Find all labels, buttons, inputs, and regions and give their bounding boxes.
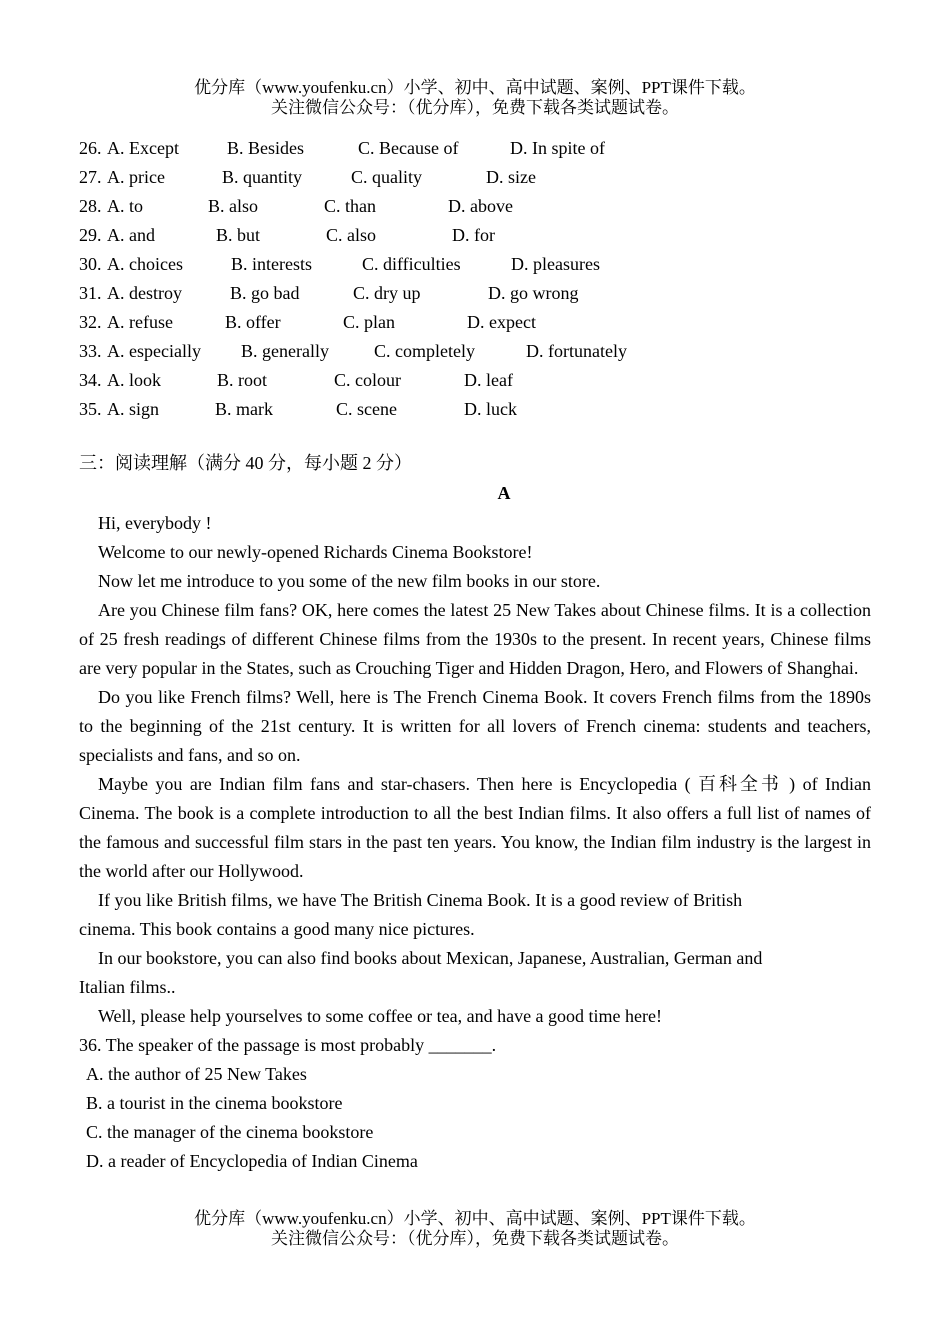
option-d: D. In spite of — [510, 138, 605, 158]
option-d: D. for — [452, 225, 495, 245]
question-number: 26. — [79, 138, 102, 158]
option-a: A. destroy — [107, 283, 182, 303]
option-b: B. go bad — [230, 283, 300, 303]
header-line-1: 优分库（www.youfenku.cn）小学、初中、高中试题、案例、PPT课件下载。 — [194, 78, 756, 97]
passage-paragraph: Hi, everybody ! — [98, 513, 212, 533]
option-row — [79, 368, 779, 397]
option-c: C. completely — [374, 341, 475, 361]
question-number: 27. — [79, 167, 102, 187]
option-c: C. colour — [334, 370, 401, 390]
passage-paragraph: Well, please help yourselves to some coffee or tea, and have a good time here! — [98, 1006, 663, 1026]
option-row — [79, 194, 779, 223]
header-line-2: 关注微信公众号：（优分库），免费下载各类试题试卷。 — [271, 98, 679, 117]
answer-choice-b: B. a tourist in the cinema bookstore — [86, 1093, 343, 1113]
page-header — [0, 78, 950, 118]
option-c: C. than — [324, 196, 376, 216]
option-c: C. plan — [343, 312, 395, 332]
question-number: 28. — [79, 196, 102, 216]
option-a: A. look — [107, 370, 161, 390]
option-row — [79, 339, 779, 368]
option-row — [79, 281, 779, 310]
option-b: B. quantity — [222, 167, 302, 187]
passage-paragraph: Are you Chinese film fans? OK, here comes the latest 25 New Takes about Chinese films. It is a collection of 25 fresh readings of different Chinese films from the 1930s to the present. In recent years, Chinese films are very popular in the States, such as Crouching Tiger and Hidden Dragon, Hero, and Flowers of Shanghai. — [79, 600, 871, 678]
option-d: D. above — [448, 196, 513, 216]
cloze-options — [79, 136, 779, 426]
option-a: A. Except — [107, 138, 179, 158]
option-b: B. generally — [241, 341, 329, 361]
question-number: 35. — [79, 399, 102, 419]
option-a: A. refuse — [107, 312, 173, 332]
option-a: A. choices — [107, 254, 183, 274]
option-b: B. Besides — [227, 138, 305, 158]
option-c: C. also — [326, 225, 377, 245]
option-c: C. dry up — [353, 283, 421, 303]
option-a: A. price — [107, 167, 165, 187]
option-row — [79, 165, 779, 194]
question-number: 31. — [79, 283, 102, 303]
option-c: C. scene — [336, 399, 397, 419]
passage-paragraph: Do you like French films? Well, here is The French Cinema Book. It covers French films from the 1890s to the beginning of the 21st century. It is written for all lovers of French cinema: students and teachers, specialists and fans, and so on. — [79, 687, 871, 765]
reading-passage — [79, 509, 871, 1176]
answer-choice-c: C. the manager of the cinema bookstore — [86, 1122, 374, 1142]
footer-line-1: 优分库（www.youfenku.cn）小学、初中、高中试题、案例、PPT课件下载。 — [194, 1209, 756, 1228]
section-title: 三：阅读理解（满分 40 分，每小题 2 分） — [79, 453, 412, 473]
option-b: B. mark — [215, 399, 273, 419]
footer-line-2: 关注微信公众号：（优分库），免费下载各类试题试卷。 — [271, 1229, 679, 1248]
option-b: B. also — [208, 196, 259, 216]
option-d: D. pleasures — [511, 254, 600, 274]
option-b: B. but — [216, 225, 261, 245]
passage-paragraph: Now let me introduce to you some of the new film books in our store. — [98, 571, 601, 591]
option-row — [79, 310, 779, 339]
option-a: A. sign — [107, 399, 160, 419]
option-b: B. root — [217, 370, 268, 390]
option-d: D. size — [486, 167, 536, 187]
option-a: A. and — [107, 225, 155, 245]
option-b: B. interests — [231, 254, 312, 274]
option-row — [79, 397, 779, 426]
option-row — [79, 136, 779, 165]
option-d: D. go wrong — [488, 283, 579, 303]
question-number: 29. — [79, 225, 102, 245]
option-c: C. quality — [351, 167, 422, 187]
option-c: C. Because of — [358, 138, 459, 158]
question-number: 30. — [79, 254, 102, 274]
passage-label: A — [497, 483, 511, 503]
answer-choice-a: A. the author of 25 New Takes — [86, 1064, 307, 1084]
passage-paragraph: Maybe you are Indian film fans and star-chasers. Then here is Encyclopedia ( 百科全书 ) of Indian Cinema. The book is a complete introduction to all the best Indian films. It also offers a full list of names of the famous and successful film stars in the past ten years. You know, the Indian film industry is the largest in the world after our Hollywood. — [79, 774, 871, 881]
question-number: 34. — [79, 370, 102, 390]
option-b: B. offer — [225, 312, 281, 332]
option-a: A. especially — [107, 341, 201, 361]
passage-paragraph: In our bookstore, you can also find books about Mexican, Japanese, Australian, German and Italian films.. — [79, 948, 763, 997]
option-a: A. to — [107, 196, 143, 216]
question-number: 33. — [79, 341, 102, 361]
page-footer — [0, 1209, 950, 1249]
passage-paragraph: Welcome to our newly-opened Richards Cinema Bookstore! — [98, 542, 533, 562]
option-d: D. luck — [464, 399, 517, 419]
option-c: C. difficulties — [362, 254, 461, 274]
answer-choice-d: D. a reader of Encyclopedia of Indian Cinema — [86, 1151, 418, 1171]
option-d: D. fortunately — [526, 341, 627, 361]
question-stem: 36. The speaker of the passage is most probably _______. — [79, 1035, 497, 1055]
option-d: D. leaf — [464, 370, 513, 390]
option-d: D. expect — [467, 312, 536, 332]
option-row — [79, 252, 779, 281]
passage-paragraph: If you like British films, we have The British Cinema Book. It is a good review of British cinema. This book contains a good many nice pictures. — [79, 890, 743, 939]
question-number: 32. — [79, 312, 102, 332]
option-row — [79, 223, 779, 252]
